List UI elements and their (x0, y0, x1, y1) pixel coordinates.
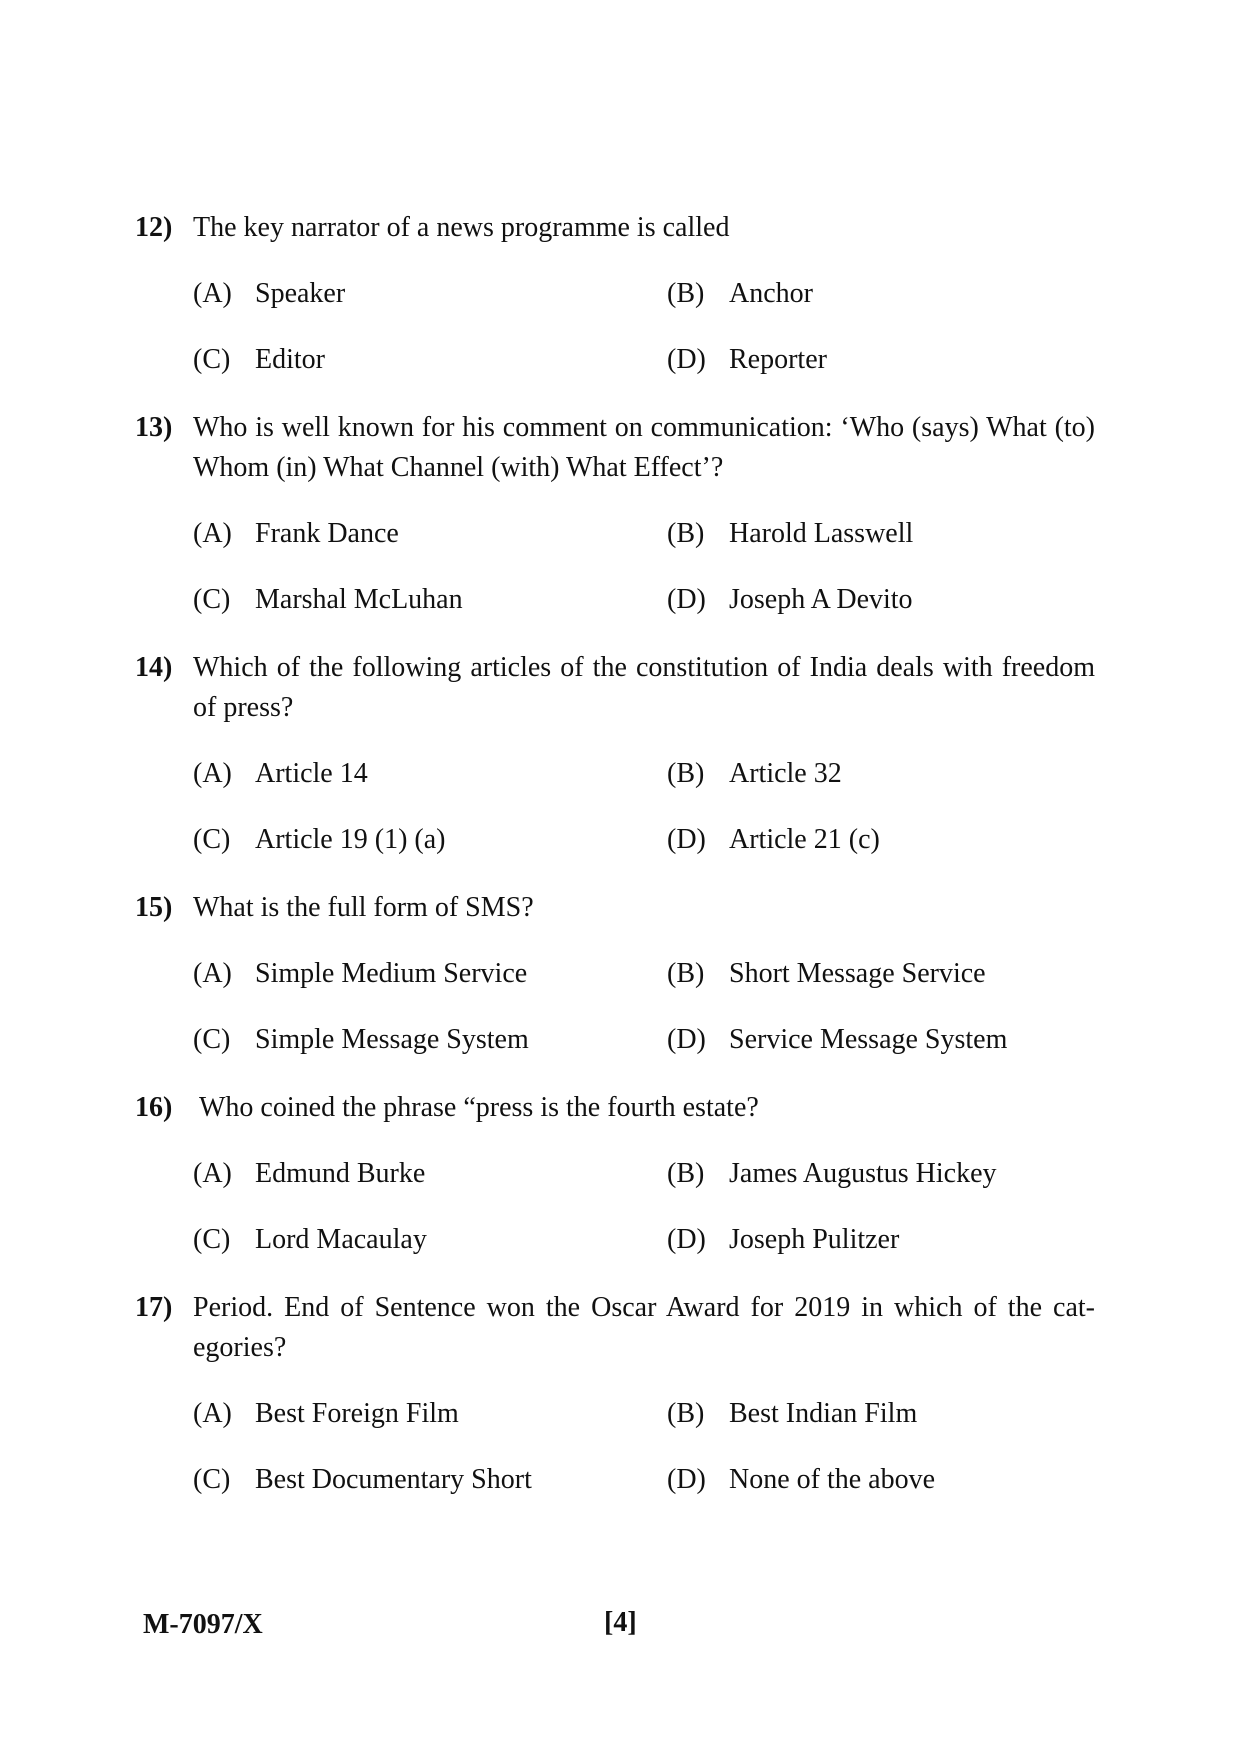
option-letter: (A) (193, 1158, 232, 1189)
question-text: The key narrator of a news programme is called (193, 212, 730, 243)
option-text: Reporter (729, 344, 827, 375)
question-number: 14) (135, 652, 173, 683)
option-a (193, 954, 667, 994)
option-b (667, 514, 1087, 554)
option-a (193, 1154, 667, 1194)
paper-code: M-7097/X (143, 1609, 263, 1640)
question-17 (135, 1288, 1095, 1500)
question-number: 12) (135, 212, 173, 243)
option-text: Editor (255, 344, 325, 375)
option-d (667, 1020, 1087, 1060)
option-b (667, 274, 1087, 314)
question-15 (135, 888, 1095, 1060)
question-number: 15) (135, 892, 173, 923)
question-number: 13) (135, 412, 173, 443)
option-letter: (A) (193, 278, 232, 309)
question-14 (135, 648, 1095, 860)
option-letter: (C) (193, 344, 231, 375)
option-d (667, 1460, 1087, 1500)
option-a (193, 514, 667, 554)
option-letter: (D) (667, 824, 706, 855)
option-text: Article 32 (729, 758, 842, 789)
option-letter: (C) (193, 824, 231, 855)
question-text: Which of the following articles of the constitution of India deals with freedom of press? (193, 652, 1095, 723)
option-c (193, 1220, 667, 1260)
question-stem (135, 1088, 1095, 1128)
option-text: James Augustus Hickey (729, 1158, 997, 1189)
option-d (667, 820, 1087, 860)
option-letter: (B) (667, 518, 705, 549)
question-stem (135, 648, 1095, 728)
options-grid (193, 1394, 1095, 1500)
question-number: 17) (135, 1292, 173, 1323)
option-letter: (D) (667, 584, 706, 615)
option-text: Anchor (729, 278, 813, 309)
options-grid (193, 1154, 1095, 1260)
option-c (193, 340, 667, 380)
option-letter: (C) (193, 1224, 231, 1255)
option-letter: (B) (667, 758, 705, 789)
option-letter: (B) (667, 1158, 705, 1189)
options-grid (193, 754, 1095, 860)
page-number: [4] (604, 1607, 637, 1638)
option-c (193, 1460, 667, 1500)
option-d (667, 580, 1087, 620)
option-a (193, 274, 667, 314)
option-a (193, 1394, 667, 1434)
option-text: Best Indian Film (729, 1398, 918, 1429)
options-grid (193, 514, 1095, 620)
question-stem (135, 1288, 1095, 1368)
option-text: Article 14 (255, 758, 368, 789)
question-stem (135, 408, 1095, 488)
option-letter: (A) (193, 758, 232, 789)
option-letter: (B) (667, 1398, 705, 1429)
question-16 (135, 1088, 1095, 1260)
option-b (667, 954, 1087, 994)
question-text: Who coined the phrase “press is the fourth estate? (199, 1092, 759, 1123)
option-text: Joseph Pulitzer (729, 1224, 900, 1255)
option-b (667, 754, 1087, 794)
question-12 (135, 208, 1095, 380)
options-grid (193, 954, 1095, 1060)
option-letter: (C) (193, 1464, 231, 1495)
option-text: Speaker (255, 278, 346, 309)
option-text: Joseph A Devito (729, 584, 913, 615)
question-stem (135, 208, 1095, 248)
option-letter: (D) (667, 1464, 706, 1495)
option-d (667, 1220, 1087, 1260)
option-letter: (D) (667, 1224, 706, 1255)
option-text: Article 19 (1) (a) (255, 824, 446, 855)
option-text: Harold Lasswell (729, 518, 914, 549)
option-b (667, 1394, 1087, 1434)
option-text: Simple Message System (255, 1024, 529, 1055)
question-number: 16) (135, 1092, 173, 1123)
option-a (193, 754, 667, 794)
question-text: Period. End of Sentence won the Oscar Award for 2019 in which of the cat- egories? (193, 1292, 1095, 1363)
question-stem (135, 888, 1095, 928)
option-c (193, 580, 667, 620)
option-c (193, 1020, 667, 1060)
option-letter: (B) (667, 278, 705, 309)
option-text: Frank Dance (255, 518, 399, 549)
option-text: Edmund Burke (255, 1158, 426, 1189)
option-text: Short Message Service (729, 958, 986, 989)
option-letter: (D) (667, 1024, 706, 1055)
option-text: Best Documentary Short (255, 1464, 532, 1495)
option-letter: (C) (193, 1024, 231, 1055)
option-letter: (A) (193, 958, 232, 989)
option-text: None of the above (729, 1464, 936, 1495)
option-d (667, 340, 1087, 380)
option-text: Simple Medium Service (255, 958, 528, 989)
option-letter: (D) (667, 344, 706, 375)
question-text: Who is well known for his comment on communication: ‘Who (says) What (to) Whom (in) What Channel (with) What Effect’? (193, 412, 1095, 483)
options-grid (193, 274, 1095, 380)
option-letter: (C) (193, 584, 231, 615)
option-letter: (A) (193, 1398, 232, 1429)
option-c (193, 820, 667, 860)
option-b (667, 1154, 1087, 1194)
option-letter: (B) (667, 958, 705, 989)
option-text: Service Message System (729, 1024, 1008, 1055)
option-text: Best Foreign Film (255, 1398, 459, 1429)
option-text: Marshal McLuhan (255, 584, 463, 615)
question-13 (135, 408, 1095, 620)
option-text: Lord Macaulay (255, 1224, 427, 1255)
option-text: Article 21 (c) (729, 824, 880, 855)
question-text: What is the full form of SMS? (193, 892, 534, 923)
option-letter: (A) (193, 518, 232, 549)
